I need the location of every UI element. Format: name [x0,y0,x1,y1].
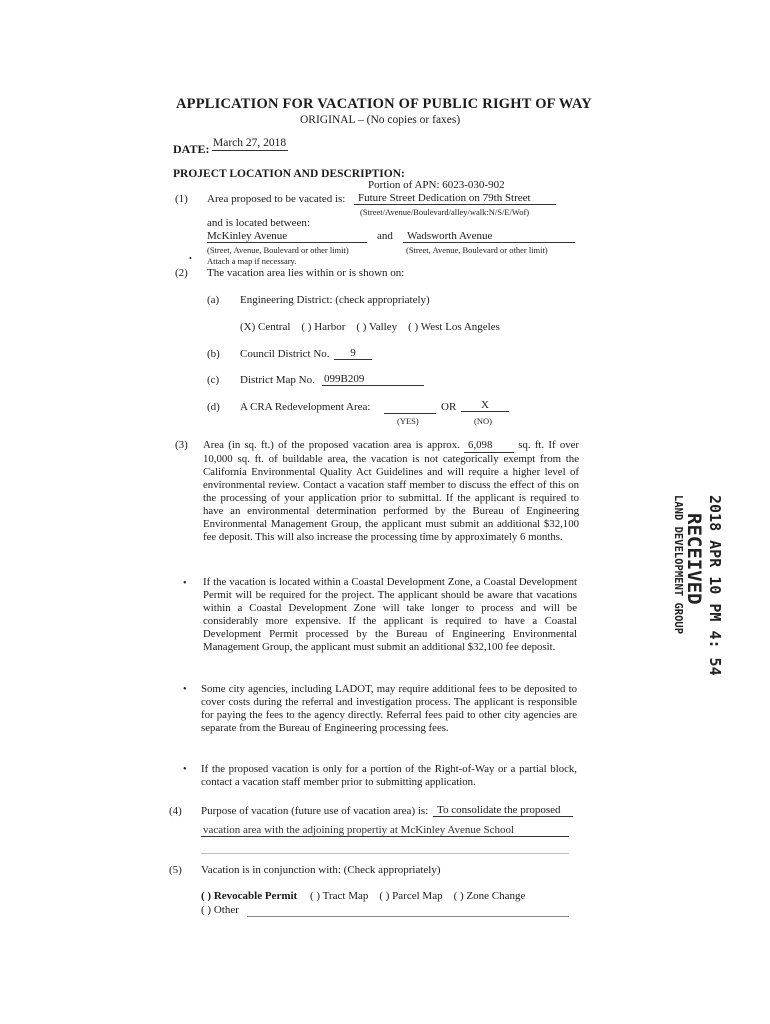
coastal-zone-paragraph: If the vacation is located within a Coastal Development Zone, a Coastal Development Permit will be required for the project. The applicant should be aware that vacations within a Coastal Development Zone will take longer to process and will be considerably more expensive. If the applicant is required to have a Coastal Development Permit processed by the Bureau of Engineering Environmental Management Group, the applicant must submit an additional $32,100 fee deposit. [203,576,577,653]
item2a-label: (a) [207,294,220,306]
vacated-area-value: Future Street Dedication on 79th Street [354,192,556,205]
other-option: ( ) Other [201,904,239,916]
stamp-group-text: LAND DEVELOPMENT GROUP [672,495,684,635]
document-subtitle: ORIGINAL – (No copies or faxes) [300,114,461,126]
purpose-line2: vacation area with the adjoining propertiy at McKinley Avenue School [201,824,569,837]
located-between-label: and is located between: [207,217,310,229]
stamp-received-text: RECEIVED [683,513,705,605]
bullet-dot: • [183,684,187,695]
item1-label: Area proposed to be vacated is: [207,193,346,205]
cra-or-text: OR [441,401,457,413]
cra-yes-line [384,413,436,414]
area-sqft-value: 6,098 [464,439,514,453]
item2d-label: (d) [207,401,220,413]
cra-no-caption: (NO) [474,416,492,426]
conjunction-label: Vacation is in conjunction with: (Check appropriately) [201,864,441,876]
item3-paragraph [203,439,579,544]
district-map-label: District Map No. [240,374,315,386]
item5-number: (5) [169,864,182,876]
item3-number: (3) [175,439,188,451]
map-zone-options: ( ) Tract Map ( ) Parcel Map ( ) Zone Change [310,890,526,902]
date-value: March 27, 2018 [213,137,287,149]
other-blank-line [247,916,569,917]
and-text: and [377,230,393,242]
street2-caption: (Street, Avenue, Boulevard or other limit) [406,245,548,255]
street1-value: McKinley Avenue [207,230,367,243]
apn-text: Portion of APN: 6023-030-902 [368,179,505,191]
vacated-area-caption: (Street/Avenue/Boulevard/alley/walk:N/S/E/Wof) [360,207,530,217]
item3-text-after: sq. ft. If over 10,000 sq. ft. of buildable area, the vacation is not categorically exempt from the California Environmental Quality Act Guidelines and will require a higher level of environmental review. Contact a vacation staff member to discuss the effect of this on the processing of your application prior to submittal. If the applicant is required to have an environmental determination performed by the Bureau of Engineering Environmental Management Group, the applicant must submit an additional $32,100 fee deposit. This will also increase the processing time by approximately 6 months. [203,439,579,543]
item4-number: (4) [169,805,182,817]
received-stamp [632,495,724,676]
date-label: DATE: [173,142,210,156]
engineering-district-label: Engineering District: (check appropriately) [240,294,430,306]
item2-label: The vacation area lies within or is shown on: [207,267,405,279]
street1-caption: (Street, Avenue, Boulevard or other limit) [207,245,349,255]
bullet-dot: • [183,578,187,589]
cra-area-label: A CRA Redevelopment Area: [240,401,371,413]
street2-value: Wadsworth Avenue [403,230,575,243]
purpose-label: Purpose of vacation (future use of vacation area) is: [201,805,429,817]
stamp-date-text: 2018 APR 10 PM 4: 54 [706,495,724,676]
district-options: (X) Central ( ) Harbor ( ) Valley ( ) West Los Angeles [240,321,500,333]
cra-no-value: X [461,399,509,412]
district-map-value: 099B209 [322,373,424,386]
map-note: Attach a map if necessary. [207,256,297,266]
item2c-label: (c) [207,374,220,386]
purpose-line1: To consolidate the proposed [433,804,573,817]
document-title: APPLICATION FOR VACATION OF PUBLIC RIGHT OF WAY [176,96,592,112]
revocable-permit-option: ( ) Revocable Permit [201,890,298,902]
item1-number: (1) [175,193,188,205]
section-heading: PROJECT LOCATION AND DESCRIPTION: [173,168,405,180]
cra-yes-caption: (YES) [397,416,419,426]
item3-text-before: Area (in sq. ft.) of the proposed vacation area is approx. [203,439,460,451]
partial-block-paragraph: If the proposed vacation is only for a portion of the Right-of-Way or a partial block, contact a vacation staff member prior to submitting application. [201,763,577,788]
purpose-blank-line [201,853,569,854]
bullet-dot: • [183,764,187,775]
agency-fees-paragraph: Some city agencies, including LADOT, may require additional fees to be deposited to cover costs during the referral and investigation process. The applicant is responsible for paying the fees to the agency directly. Referral fees paid to other city agencies are separate from the Bureau of Engineering processing fees. [201,683,577,734]
council-district-label: Council District No. [240,348,330,360]
council-district-value: 9 [334,347,372,360]
bullet-dot: • [189,254,192,263]
item2-number: (2) [175,267,188,279]
item2b-label: (b) [207,348,220,360]
